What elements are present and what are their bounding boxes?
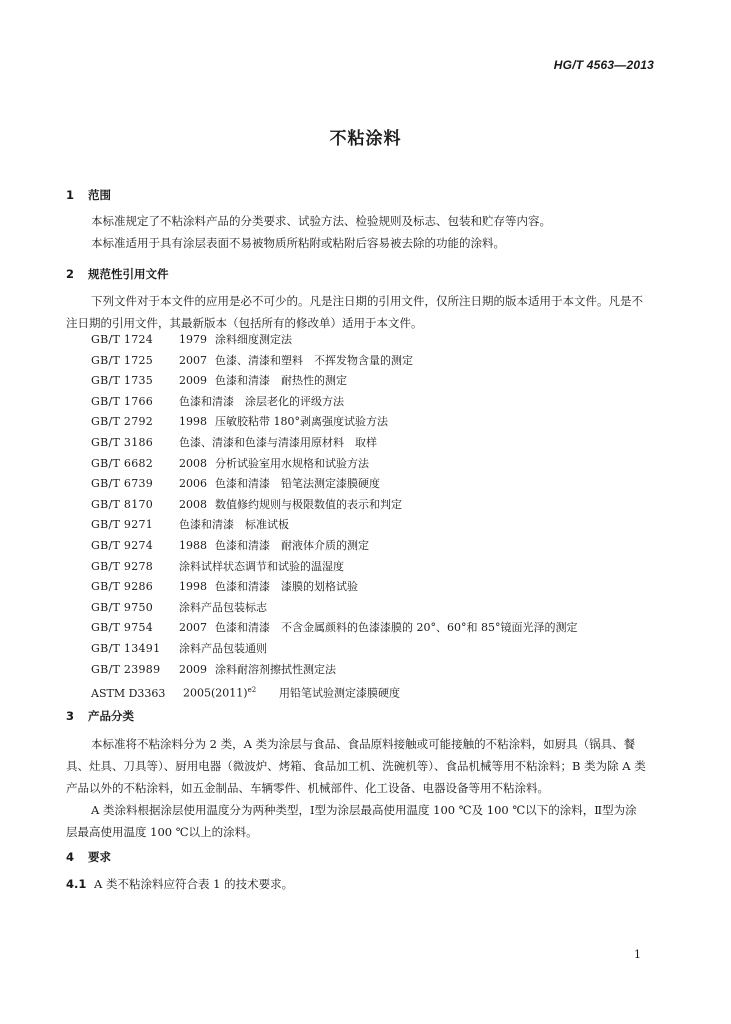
- ref-title: 涂料产品包装通则: [179, 641, 267, 655]
- section-title: 规范性引用文件: [88, 267, 169, 281]
- reference-item: [91, 454, 577, 475]
- ref-code: GB/T 8170: [91, 497, 154, 511]
- ref-code: GB/T 1725: [91, 353, 154, 367]
- ref-title: 色漆和清漆 漆膜的划格试验: [215, 580, 358, 594]
- clause-4-1: [66, 876, 293, 892]
- ref-year-superscript: e2: [247, 686, 257, 695]
- ref-year: 1998: [179, 580, 207, 594]
- ref-year: 2007: [179, 621, 207, 635]
- ref-title: 压敏胶粘带 180°剥离强度试验方法: [215, 415, 388, 429]
- paragraph: A 类涂料根据涂层使用温度分为两种类型，Ⅰ型为涂层最高使用温度 100 ℃及 100 ℃以下的涂料，Ⅱ型为涂层最高使用温度 100 ℃以上的涂料。: [66, 803, 637, 839]
- clause-number: 4.1: [66, 877, 87, 891]
- ref-title: 数值修约规则与极限数值的表示和判定: [215, 497, 402, 511]
- normative-refs-intro: [66, 290, 646, 334]
- ref-title: 色漆和清漆 铅笔法测定漆膜硬度: [215, 477, 380, 491]
- ref-code: GB/T 1724: [91, 333, 154, 346]
- ref-title: 色漆和清漆 不含金属颜料的色漆漆膜的 20°、60°和 85°镜面光泽的测定: [215, 621, 578, 635]
- ref-title: 色漆和清漆 耐热性的测定: [215, 374, 347, 388]
- reference-item: [91, 433, 577, 454]
- section-number: 4: [66, 850, 75, 864]
- ref-code: GB/T 9286: [91, 580, 154, 594]
- ref-code: GB/T 9271: [91, 518, 154, 532]
- section-number: 3: [66, 709, 75, 723]
- section-title: 范围: [88, 188, 111, 202]
- section-heading-requirements: [66, 849, 111, 865]
- section-number: 2: [66, 267, 75, 281]
- section-title: 产品分类: [88, 709, 134, 723]
- paragraph: 本标准将不粘涂料分为 2 类，A 类为涂层与食品、食品原料接触或可能接触的不粘涂料，如厨具（锅具、餐具、灶具、刀具等）、厨用电器（微波炉、烤箱、食品加工机、洗碗机等）、食品机械等用不粘涂料；B 类为除 A 类产品以外的不粘涂料，如五金制品、车辆零件、机械部件、化工设备、电器设备等用不粘涂料。: [66, 737, 646, 795]
- ref-year: 2008: [179, 497, 207, 511]
- reference-item: [91, 515, 577, 536]
- ref-year: 2006: [179, 477, 207, 491]
- ref-year: 2009: [179, 374, 207, 388]
- section-title: 要求: [88, 850, 111, 864]
- ref-code: GB/T 9278: [91, 559, 154, 573]
- scope-body: [66, 210, 646, 254]
- ref-code: GB/T 9750: [91, 600, 154, 614]
- ref-code: GB/T 9274: [91, 538, 154, 552]
- reference-item: [91, 412, 577, 433]
- reference-item: [91, 351, 577, 372]
- ref-year: 1998: [179, 415, 207, 429]
- reference-item: [91, 495, 577, 516]
- section-heading-normative-refs: [66, 266, 169, 282]
- ref-year: 1988: [179, 538, 207, 552]
- ref-title: 涂料试样状态调节和试验的温湿度: [179, 559, 344, 573]
- section-number: 1: [66, 188, 75, 202]
- ref-code: GB/T 3186: [91, 435, 154, 449]
- ref-title: 涂料耐溶剂擦拭性测定法: [215, 662, 336, 676]
- ref-code: GB/T 1735: [91, 374, 154, 388]
- reference-item: [91, 371, 577, 392]
- ref-title: 用铅笔试验测定漆膜硬度: [279, 686, 400, 700]
- reference-item: [91, 660, 577, 681]
- classification-body: [66, 733, 646, 843]
- ref-code: GB/T 13491: [91, 641, 161, 655]
- clause-text: A 类不粘涂料应符合表 1 的技术要求。: [94, 877, 294, 891]
- ref-code: ASTM D3363: [91, 686, 166, 700]
- reference-item: [91, 639, 577, 660]
- ref-year: 2007: [179, 353, 207, 367]
- reference-item: [91, 392, 577, 413]
- reference-list: [91, 330, 577, 701]
- reference-item: [91, 474, 577, 495]
- reference-item-astm: [91, 680, 577, 701]
- ref-year: 2008: [179, 456, 207, 470]
- reference-item: [91, 557, 577, 578]
- standard-code: HG/T 4563—2013: [553, 58, 654, 72]
- reference-item: [91, 330, 577, 351]
- ref-code: GB/T 2792: [91, 415, 154, 429]
- ref-code: GB/T 1766: [91, 394, 154, 408]
- paragraph: 下列文件对于本文件的应用是必不可少的。凡是注日期的引用文件，仅所注日期的版本适用于本文件。凡是不注日期的引用文件，其最新版本（包括所有的修改单）适用于本文件。: [66, 294, 643, 330]
- reference-item: [91, 577, 577, 598]
- ref-year: 1979: [179, 333, 207, 346]
- ref-year: 2009: [179, 662, 207, 676]
- ref-title: 色漆和清漆 耐液体介质的测定: [215, 538, 369, 552]
- ref-title: 色漆和清漆 标准试板: [179, 518, 289, 532]
- ref-title: 色漆、清漆和色漆与清漆用原材料 取样: [179, 435, 377, 449]
- ref-title: 分析试验室用水规格和试验方法: [215, 456, 369, 470]
- ref-code: GB/T 6682: [91, 456, 154, 470]
- ref-title: 色漆和清漆 涂层老化的评级方法: [179, 394, 344, 408]
- ref-code: GB/T 9754: [91, 621, 154, 635]
- ref-title: 涂料产品包装标志: [179, 600, 267, 614]
- page-number: 1: [634, 948, 641, 961]
- ref-code: GB/T 23989: [91, 662, 161, 676]
- paragraph: 本标准规定了不粘涂料产品的分类要求、试验方法、检验规则及标志、包装和贮存等内容。: [91, 214, 551, 228]
- section-heading-classification: [66, 708, 134, 724]
- ref-title: 涂料细度测定法: [215, 333, 292, 346]
- document-title: 不粘涂料: [329, 129, 402, 149]
- section-heading-scope: [66, 187, 111, 203]
- ref-code: GB/T 6739: [91, 477, 154, 491]
- reference-item: [91, 536, 577, 557]
- ref-year-value: 2005(2011): [183, 686, 248, 700]
- ref-title: 色漆、清漆和塑料 不挥发物含量的测定: [215, 353, 413, 367]
- paragraph: 本标准适用于具有涂层表面不易被物质所粘附或粘附后容易被去除的功能的涂料。: [91, 236, 505, 250]
- reference-item: [91, 598, 577, 619]
- ref-year: [183, 680, 279, 704]
- reference-item: [91, 618, 577, 639]
